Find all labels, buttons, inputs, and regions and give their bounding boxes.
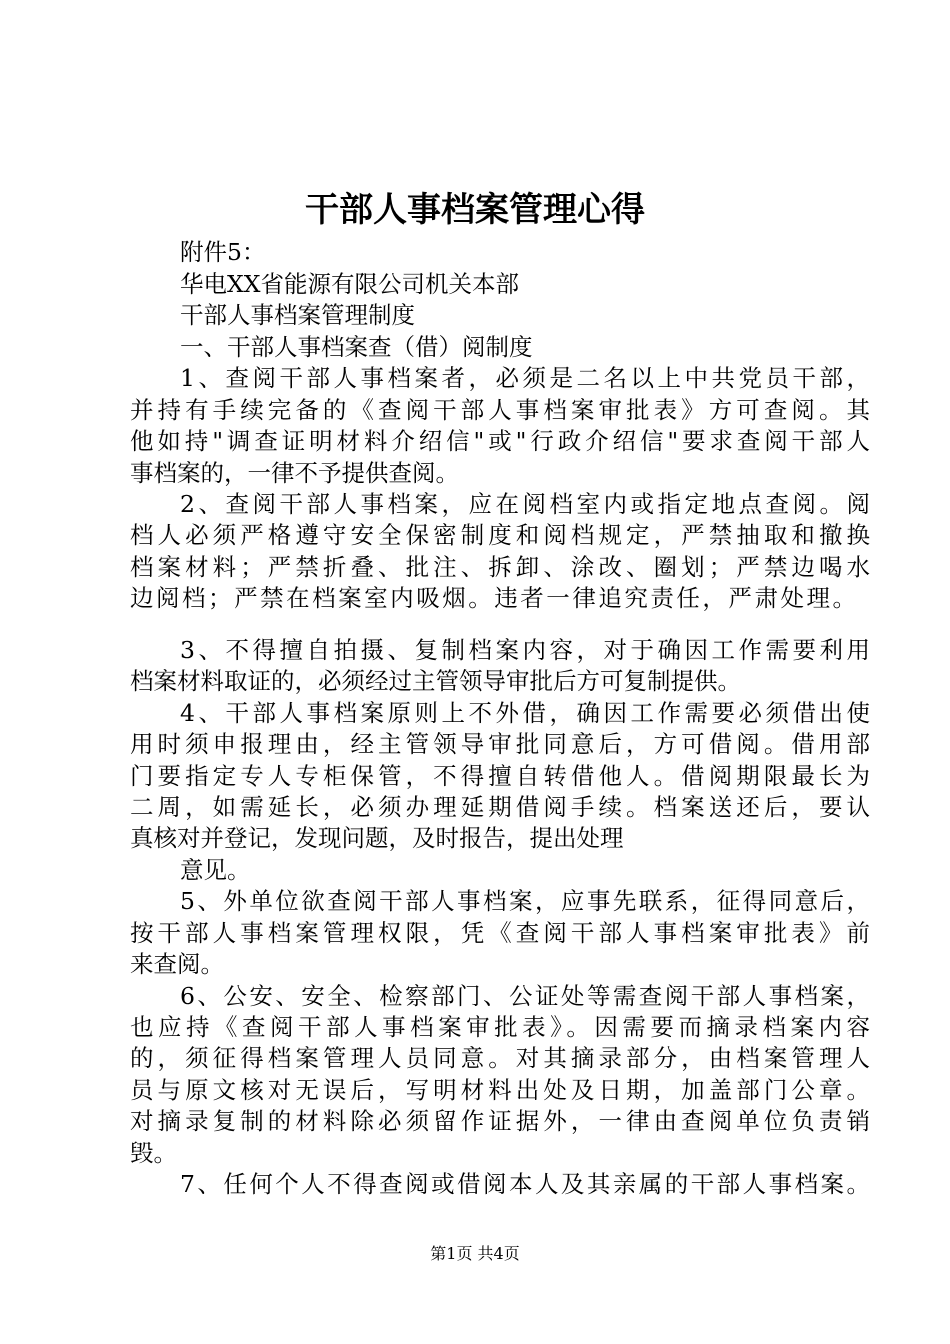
- paragraph-line: 也应持《查阅干部人事档案审批表》。因需要而摘录档案内容: [130, 1013, 870, 1041]
- paragraph-line: 对摘录复制的材料除必须留作证据外，一律由查阅单位负责销: [130, 1107, 870, 1135]
- paragraph-line: 档人必须严格遵守安全保密制度和阅档规定，严禁抽取和撤换: [130, 521, 870, 549]
- section-heading: 一、干部人事档案查（借）阅制度: [180, 333, 533, 361]
- paragraph-line: 他如持"调查证明材料介绍信"或"行政介绍信"要求查阅干部人: [130, 427, 870, 455]
- page-footer: 第1页 共4页: [430, 1244, 520, 1263]
- paragraph-line: 二周，如需延长，必须办理延期借阅手续。档案送还后，要认: [130, 793, 870, 821]
- paragraph-line: 5、外单位欲查阅干部人事档案，应事先联系，征得同意后，: [180, 887, 870, 915]
- paragraph-line: 按干部人事档案管理权限，凭《查阅干部人事档案审批表》前: [130, 919, 870, 947]
- paragraph-line: 真核对并登记，发现问题，及时报告，提出处理: [130, 824, 624, 852]
- paragraph-line: 员与原文核对无误后，写明材料出处及日期，加盖部门公章。: [130, 1076, 870, 1104]
- paragraph-line: 6、公安、安全、检察部门、公证处等需查阅干部人事档案，: [180, 982, 870, 1010]
- paragraph-line: 边阅档；严禁在档案室内吸烟。违者一律追究责任，严肃处理。: [130, 584, 856, 612]
- paragraph-line: 意见。: [180, 856, 251, 884]
- paragraph-line: 档案材料取证的，必须经过主管领导审批后方可复制提供。: [130, 667, 741, 695]
- paragraph-line: 并持有手续完备的《查阅干部人事档案审批表》方可查阅。其: [130, 396, 870, 424]
- document-title: 干部人事档案管理心得: [305, 190, 645, 230]
- paragraph-line: 4、干部人事档案原则上不外借，确因工作需要必须借出使: [180, 699, 870, 727]
- paragraph-line: 用时须申报理由，经主管领导审批同意后，方可借阅。借用部: [130, 730, 870, 758]
- paragraph-line: 毁。: [130, 1139, 177, 1167]
- regulation-name: 干部人事档案管理制度: [180, 301, 415, 329]
- paragraph-line: 7、任何个人不得查阅或借阅本人及其亲属的干部人事档案。: [180, 1170, 870, 1198]
- company-name: 华电XX省能源有限公司机关本部: [180, 270, 519, 298]
- paragraph-line: 2、查阅干部人事档案，应在阅档室内或指定地点查阅。阅: [180, 490, 870, 518]
- paragraph-line: 1、查阅干部人事档案者，必须是二名以上中共党员干部，: [180, 364, 870, 392]
- paragraph-line: 档案材料；严禁折叠、批注、拆卸、涂改、圈划；严禁边喝水: [130, 553, 870, 581]
- paragraph-line: 门要指定专人专柜保管，不得擅自转借他人。借阅期限最长为: [130, 762, 870, 790]
- paragraph-line: 事档案的，一律不予提供查阅。: [130, 459, 459, 487]
- paragraph-line: 来查阅。: [130, 950, 224, 978]
- paragraph-line: 3、不得擅自拍摄、复制档案内容，对于确因工作需要利用: [180, 636, 870, 664]
- attachment-label: 附件5：: [180, 238, 266, 266]
- paragraph-line: 的，须征得档案管理人员同意。对其摘录部分，由档案管理人: [130, 1044, 870, 1072]
